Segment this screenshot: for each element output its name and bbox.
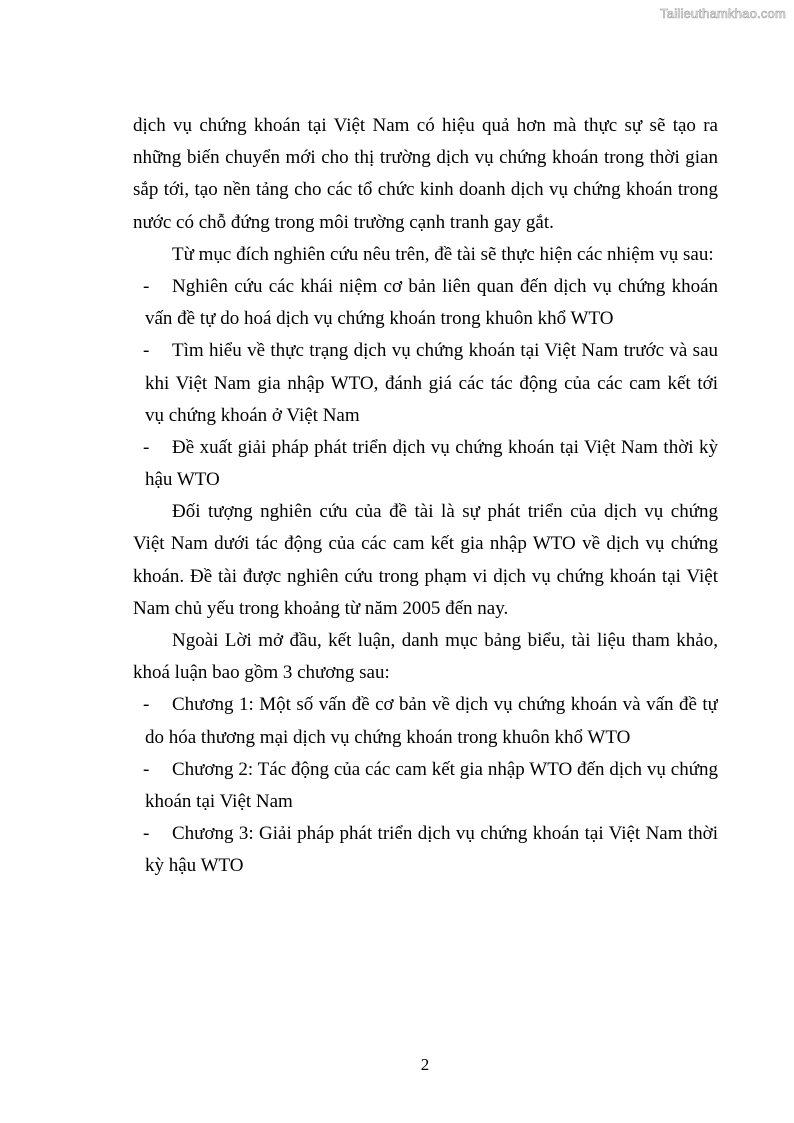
text-line	[133, 593, 718, 625]
bullet-item	[133, 689, 718, 753]
text-line	[133, 657, 718, 689]
line-text: Đối tượng nghiên cứu của đề tài là sự phát triển của dịch vụ chứng	[172, 501, 718, 523]
bullet-marker: -	[143, 694, 150, 716]
bullet-item	[133, 335, 718, 432]
line-text: Chương 1: Một số vấn đề cơ bản về dịch vụ chứng khoán và vấn đề tự	[172, 694, 718, 716]
line-text: khoán. Đề tài được nghiên cứu trong phạm vi dịch vụ chứng khoán tại Việt	[133, 565, 718, 587]
line-text: Đề xuất giải pháp phát triển dịch vụ chứng khoán tại Việt Nam thời kỳ	[172, 436, 718, 458]
text-line	[133, 689, 718, 721]
text-line	[133, 110, 718, 142]
bullet-marker: -	[143, 823, 150, 845]
text-line	[133, 818, 718, 850]
text-line	[133, 142, 718, 174]
line-text: Nghiên cứu các khái niệm cơ bản liên quan đến dịch vụ chứng khoán	[172, 275, 718, 297]
text-line	[133, 239, 718, 271]
line-text: Nam chủ yếu trong khoảng từ năm 2005 đến nay.	[133, 597, 509, 619]
bullet-item	[133, 754, 718, 818]
text-line	[133, 432, 718, 464]
line-text: Việt Nam dưới tác động của các cam kết gia nhập WTO về dịch vụ chứng	[133, 533, 718, 555]
text-line	[133, 625, 718, 657]
line-text: nước có chỗ đứng trong môi trường cạnh tranh gay gắt.	[133, 211, 554, 233]
text-line	[133, 174, 718, 206]
document-body	[133, 110, 718, 883]
bullet-marker: -	[143, 436, 150, 458]
line-text: những biến chuyển mới cho thị trường dịch vụ chứng khoán trong thời gian	[133, 147, 718, 169]
line-text: Chương 2: Tác động của các cam kết gia nhập WTO đến dịch vụ chứng	[172, 758, 718, 780]
text-line	[133, 496, 718, 528]
text-line	[133, 400, 718, 432]
text-line	[133, 464, 718, 496]
text-line	[133, 335, 718, 367]
bullet-marker: -	[143, 758, 150, 780]
text-line	[133, 528, 718, 560]
line-text: vụ chứng khoán ở Việt Nam	[145, 404, 360, 426]
line-text: Chương 3: Giải pháp phát triển dịch vụ chứng khoán tại Việt Nam thời	[172, 823, 718, 845]
line-text: khoán tại Việt Nam	[145, 790, 293, 812]
bullet-marker: -	[143, 340, 150, 362]
paragraph	[133, 110, 718, 239]
text-line	[133, 850, 718, 882]
line-text: Tìm hiểu về thực trạng dịch vụ chứng khoán tại Việt Nam trước và sau	[172, 340, 718, 362]
line-text: hậu WTO	[145, 469, 220, 491]
line-text: Từ mục đích nghiên cứu nêu trên, đề tài sẽ thực hiện các nhiệm vụ sau:	[172, 243, 714, 265]
line-text: do hóa thương mại dịch vụ chứng khoán trong khuôn khổ WTO	[145, 726, 631, 748]
line-text: sắp tới, tạo nền tảng cho các tổ chức kinh doanh dịch vụ chứng khoán trong	[133, 179, 718, 201]
bullet-item	[133, 271, 718, 335]
paragraph	[133, 239, 718, 271]
line-text: vấn đề tự do hoá dịch vụ chứng khoán trong khuôn khổ WTO	[145, 308, 614, 330]
paragraph	[133, 496, 718, 625]
line-text: dịch vụ chứng khoán tại Việt Nam có hiệu quả hơn mà thực sự sẽ tạo ra	[133, 115, 718, 136]
text-line	[133, 368, 718, 400]
text-line	[133, 786, 718, 818]
line-text: kỳ hậu WTO	[145, 855, 244, 877]
paragraph	[133, 625, 718, 689]
text-line	[133, 722, 718, 754]
bullet-item	[133, 818, 718, 882]
text-line	[133, 271, 718, 303]
bullet-marker: -	[143, 275, 150, 297]
bullet-item	[133, 432, 718, 496]
text-line	[133, 303, 718, 335]
line-text: Ngoài Lời mở đầu, kết luận, danh mục bảng biểu, tài liệu tham khảo,	[172, 630, 718, 651]
line-text: khi Việt Nam gia nhập WTO, đánh giá các tác động của các cam kết tới	[145, 372, 718, 394]
text-line	[133, 207, 718, 239]
text-line	[133, 561, 718, 593]
page-number: 2	[420, 1055, 430, 1074]
watermark: Tailieuthamkhao.com	[660, 6, 786, 21]
text-line	[133, 754, 718, 786]
line-text: khoá luận bao gồm 3 chương sau:	[133, 662, 390, 684]
